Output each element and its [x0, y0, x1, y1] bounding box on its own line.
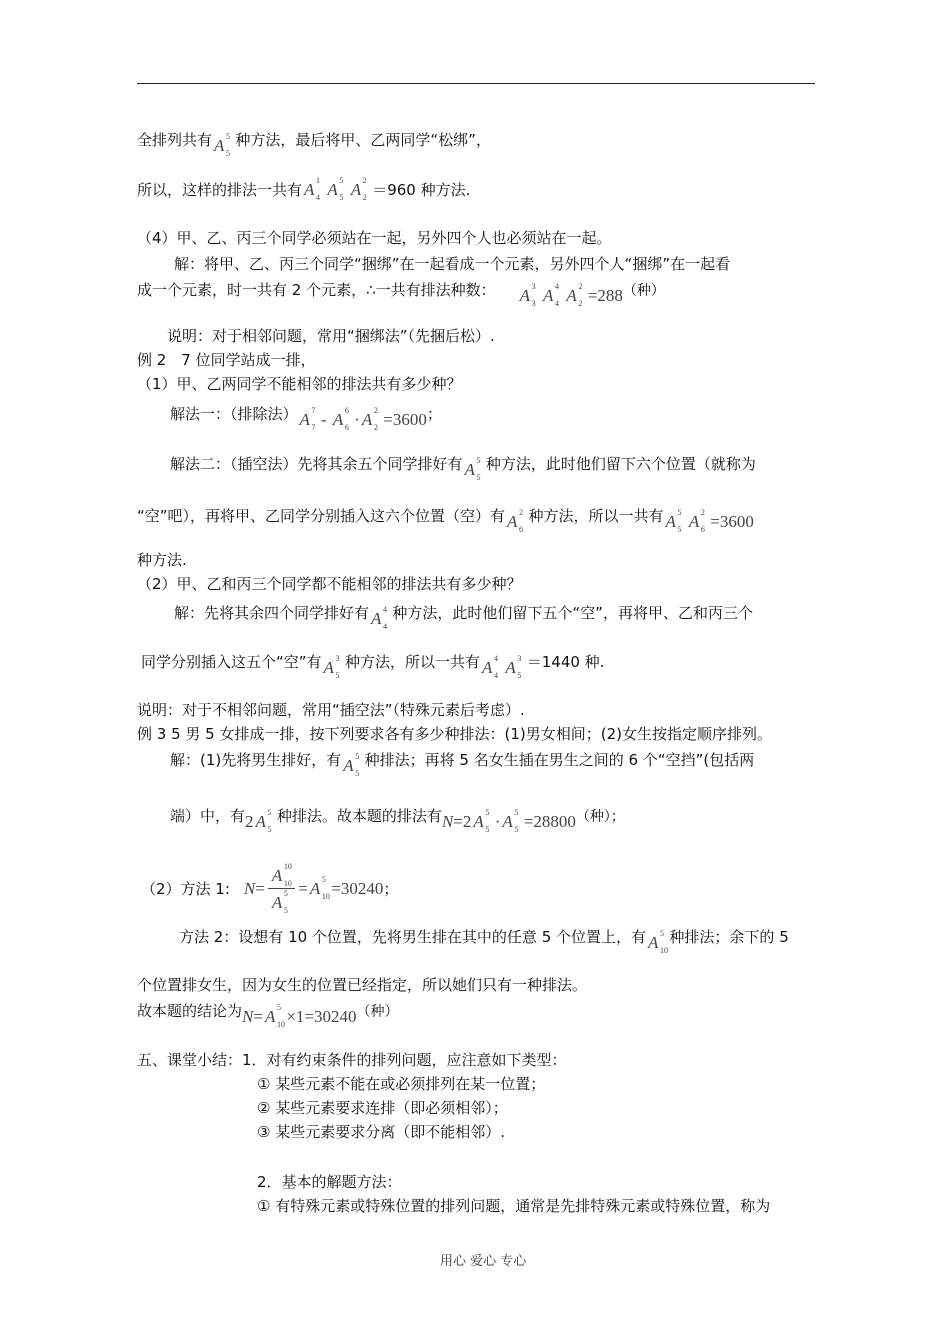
math-permutation: A 2 6 — [507, 508, 524, 534]
math-fraction — [268, 862, 295, 915]
page-footer: 用心 爱心 专心 — [440, 1254, 527, 1269]
math-permutation: A 2 2 — [566, 282, 583, 308]
math-permutation: A 6 6 — [332, 406, 349, 432]
text-line: 故本题的结论为N= A 5 10 ×1=30240（种） — [137, 1002, 399, 1029]
text-line: 例 3 5 男 5 女排成一排，按下列要求各有多少种排法：(1)男女相间；(2)女生按指定顺序排列。 — [137, 725, 772, 743]
text-line: 2．基本的解题方法： — [257, 1173, 402, 1191]
math-permutation: A 5 10 — [309, 875, 330, 901]
text-line: 解：将甲、乙、丙三个同学“捆绑”在一起看成一个元素，另外四个人“捆绑”在一起看 — [174, 255, 731, 273]
text-line: 解法二：（插空法）先将其余五个同学排好有 A 5 5 种方法，此时他们留下六个位置（就称为 — [170, 455, 756, 482]
text-line: （1）甲、乙两同学不能相邻的排法共有多少种？ — [137, 375, 462, 393]
math-permutation: A 5 10 — [264, 1003, 285, 1029]
text-line: 同学分别插入这五个“空”有 A 3 5 种方法，所以一共有 A 4 4 A 3 5 ＝1440 种. — [141, 653, 605, 680]
text-line: 方法 2：设想有 10 个位置，先将男生排在其中的任意 5 个位置上，有 A 5 10 种排法；余下的 5 — [179, 928, 789, 955]
text-line: 例 2 7 位同学站成一排， — [137, 351, 316, 369]
list-item: ③ 某些元素要求分离（即不能相邻）. — [257, 1123, 505, 1141]
text-line: 端）中，有2 A 5 5 种排法。故本题的排法有N=2 A 5 5 · A 5 5 =28800（种）； — [170, 807, 625, 834]
text-line: 解：(1)先将男生排好，有 A 5 5 种排法；再将 5 名女生插在男生之间的 6 个“空挡”(包括两 — [170, 751, 755, 778]
list-item: ① 有特殊元素或特殊位置的排列问题，通常是先排特殊元素或特殊位置，称为 — [257, 1197, 771, 1215]
math-permutation: A 3 3 — [519, 282, 536, 308]
text-line: 说明：对于相邻问题，常用“捆绑法”（先捆后松）. — [167, 327, 495, 345]
math-permutation: A 2 6 — [688, 508, 705, 534]
math-permutation: A 5 5 — [214, 132, 231, 158]
text-line: 全排列共有 A 5 5 种方法，最后将甲、乙两同学“松绑”， — [137, 131, 491, 158]
list-item: ② 某些元素要求连排（即必须相邻）； — [257, 1099, 508, 1117]
math-permutation: A 7 7 — [299, 406, 316, 432]
text-line: （4）甲、乙、丙三个同学必须站在一起，另外四个人也必须站在一起。 — [137, 229, 612, 247]
math-permutation: A 5 5 — [343, 752, 360, 778]
math-permutation: A 5 5 — [255, 808, 272, 834]
header-rule — [137, 83, 815, 84]
math-permutation: A 2 2 — [350, 176, 367, 202]
text-line: 解法一：（排除法） A 7 7 - A 6 6 · A 2 2 =3600； — [170, 405, 442, 432]
math-permutation: A 3 5 — [323, 654, 340, 680]
text-line: 说明：对于不相邻问题，常用“插空法”（特殊元素后考虑）. — [137, 701, 525, 719]
math-permutation: A 5 5 — [464, 456, 481, 482]
text-line: （2）甲、乙和丙三个同学都不能相邻的排法共有多少种？ — [137, 575, 522, 593]
math-permutation: A 4 4 — [481, 654, 498, 680]
math-permutation: A 3 5 — [505, 654, 522, 680]
text-line: 五、课堂小结：1．对有约束条件的排列问题，应注意如下类型： — [137, 1051, 567, 1069]
text-line: 种方法. — [137, 551, 187, 569]
text-line: 所以，这样的排法一共有 A 1 4 A 5 5 A 2 2 ＝960 种方法. — [137, 176, 471, 202]
text-line: 成一个元素，时一共有 2 个元素，∴一共有排法种数： A 3 3 A 4 4 A 2 2 =288（种） — [137, 281, 665, 308]
math-permutation: A 2 2 — [361, 406, 378, 432]
math-permutation: A 5 5 — [327, 176, 344, 202]
math-permutation: A 4 4 — [543, 282, 560, 308]
math-permutation: A 5 5 — [665, 508, 682, 534]
text-line: （2）方法 1: N= A 10 10 A 5 5 = A 5 10 =30240； — [141, 862, 399, 915]
text-line: 个位置排女生，因为女生的位置已经指定，所以她们只有一种排法。 — [137, 976, 588, 994]
list-item: ① 某些元素不能在或必须排列在某一位置； — [257, 1075, 546, 1093]
text-line: “空”吧），再将甲、乙同学分别插入这六个位置（空）有 A 2 6 种方法，所以一共有 A 5 5 A 2 6 =3600 — [137, 507, 754, 534]
math-permutation: A 5 5 — [502, 808, 519, 834]
math-permutation: A 10 10 — [271, 862, 292, 888]
math-permutation: A 5 5 — [271, 889, 288, 915]
math-permutation: A 5 10 — [648, 929, 669, 955]
math-permutation: A 1 4 — [304, 176, 321, 202]
math-permutation: A 4 4 — [371, 605, 388, 631]
math-permutation: A 5 5 — [473, 808, 490, 834]
text-line: 解：先将其余四个同学排好有 A 4 4 种方法，此时他们留下五个“空”，再将甲、乙和丙三个 — [174, 604, 753, 631]
